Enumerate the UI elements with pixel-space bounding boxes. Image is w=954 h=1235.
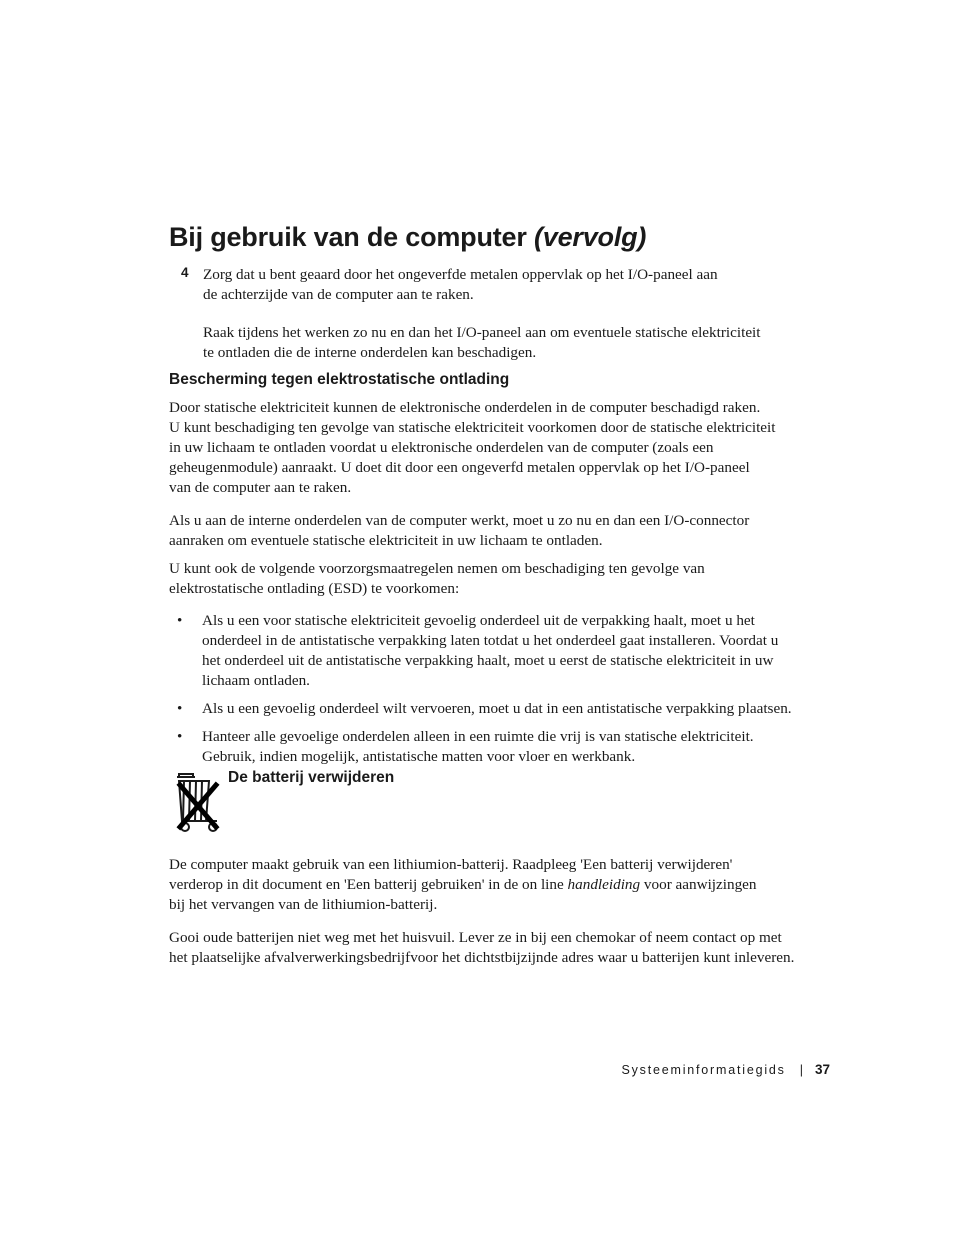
esd-p1-line: geheugenmodule) aanraakt. U doet dit door een ongeverfd metalen oppervlak op het I/O-paneel: [169, 459, 750, 476]
step-text: [203, 265, 803, 363]
list-item-line: Hanteer alle gevoelige onderdelen alleen in een ruimte die vrij is van statische elektriciteit.: [202, 728, 754, 745]
battery-p1-line: verderop in dit document en 'Een batterij gebruiken' in de on line: [169, 876, 568, 893]
esd-p1-line: U kunt beschadiging ten gevolge van statische elektriciteit voorkomen door de statische elektriciteit: [169, 419, 776, 436]
esd-paragraph-3: [169, 559, 829, 599]
esd-paragraph-1: [169, 398, 829, 498]
battery-paragraph-1: [169, 855, 829, 915]
list-item-line: lichaam ontladen.: [202, 672, 310, 689]
esd-paragraph-2: [169, 511, 829, 551]
page-title-main: Bij gebruik van de computer: [169, 222, 527, 252]
esd-p2-line: aanraken om eventuele statische elektriciteit in uw lichaam te ontladen.: [169, 532, 603, 549]
step-note: [203, 323, 803, 363]
list-item-line: Als u een voor statische elektriciteit gevoelig onderdeel uit de verpakking haalt, moet u het: [202, 612, 755, 629]
esd-p1-line: Door statische elektriciteit kunnen de elektronische onderdelen in de computer beschadigd raken.: [169, 399, 761, 416]
list-item: [169, 727, 829, 767]
list-item: [169, 699, 829, 719]
page-title-subtitle: (vervolg): [534, 222, 647, 252]
battery-heading: De batterij verwijderen: [228, 769, 395, 786]
battery-paragraph-2: [169, 928, 839, 968]
esd-p3-line: U kunt ook de volgende voorzorgsmaatregelen nemen om beschadiging ten gevolge van: [169, 560, 705, 577]
bullet-icon: •: [177, 612, 183, 629]
list-item: [169, 611, 829, 691]
list-item-line: Als u een gevoelig onderdeel wilt vervoeren, moet u dat in een antistatische verpakking plaatsen.: [202, 700, 792, 717]
bullet-icon: •: [177, 728, 183, 745]
step-number: 4: [181, 265, 189, 280]
esd-p3-line: elektrostatische ontlading (ESD) te voorkomen:: [169, 580, 460, 597]
manual-link-text: handleiding: [567, 876, 641, 893]
battery-p1-line: voor aanwijzingen: [640, 876, 757, 893]
step-note-line-2: te ontladen die de interne onderdelen kan beschadigen.: [203, 344, 537, 361]
battery-p2-line: het plaatselijke afvalverwerkingsbedrijfvoor het dichtstbijzijnde adres waar u batterijen kunt inleveren.: [169, 949, 795, 966]
esd-heading: Bescherming tegen elektrostatische ontlading: [169, 371, 510, 388]
page-number: 37: [814, 1062, 830, 1077]
bullet-icon: •: [177, 700, 183, 717]
step-note-line-1: Raak tijdens het werken zo nu en dan het I/O-paneel aan om eventuele statische elektriciteit: [203, 324, 761, 341]
esd-precautions-list: [169, 611, 829, 775]
page-footer: [621, 1062, 830, 1077]
crossed-out-wheelie-bin-icon: [175, 771, 223, 835]
step-line-2: de achterzijde van de computer aan te raken.: [203, 286, 474, 303]
footer-separator: |: [799, 1063, 803, 1077]
page-title: [169, 222, 646, 253]
battery-p2-line: Gooi oude batterijen niet weg met het huisvuil. Lever ze in bij een chemokar of neem contact op met: [169, 929, 782, 946]
battery-p1-line: De computer maakt gebruik van een lithiumion-batterij. Raadpleeg 'Een batterij verwijderen': [169, 856, 733, 873]
list-item-line: het onderdeel uit de antistatische verpakking haalt, moet u eerst de statische elektriciteit in uw: [202, 652, 774, 669]
list-item-line: onderdeel in de antistatische verpakking laten totdat u het onderdeel gaat installeren. Voordat u: [202, 632, 779, 649]
footer-guide-name: Systeeminformatiegids: [621, 1063, 786, 1077]
step-instruction: [203, 265, 803, 305]
esd-p1-line: van de computer aan te raken.: [169, 479, 352, 496]
list-item-line: Gebruik, indien mogelijk, antistatische matten voor vloer en werkbank.: [202, 748, 636, 765]
esd-p2-line: Als u aan de interne onderdelen van de computer werkt, moet u zo nu en dan een I/O-connector: [169, 512, 750, 529]
step-line-1: Zorg dat u bent geaard door het ongeverfde metalen oppervlak op het I/O-paneel aan: [203, 266, 718, 283]
esd-p1-line: in uw lichaam te ontladen voordat u elektronische onderdelen van de computer (zoals een: [169, 439, 714, 456]
battery-p1-line: bij het vervangen van de lithiumion-batterij.: [169, 896, 438, 913]
